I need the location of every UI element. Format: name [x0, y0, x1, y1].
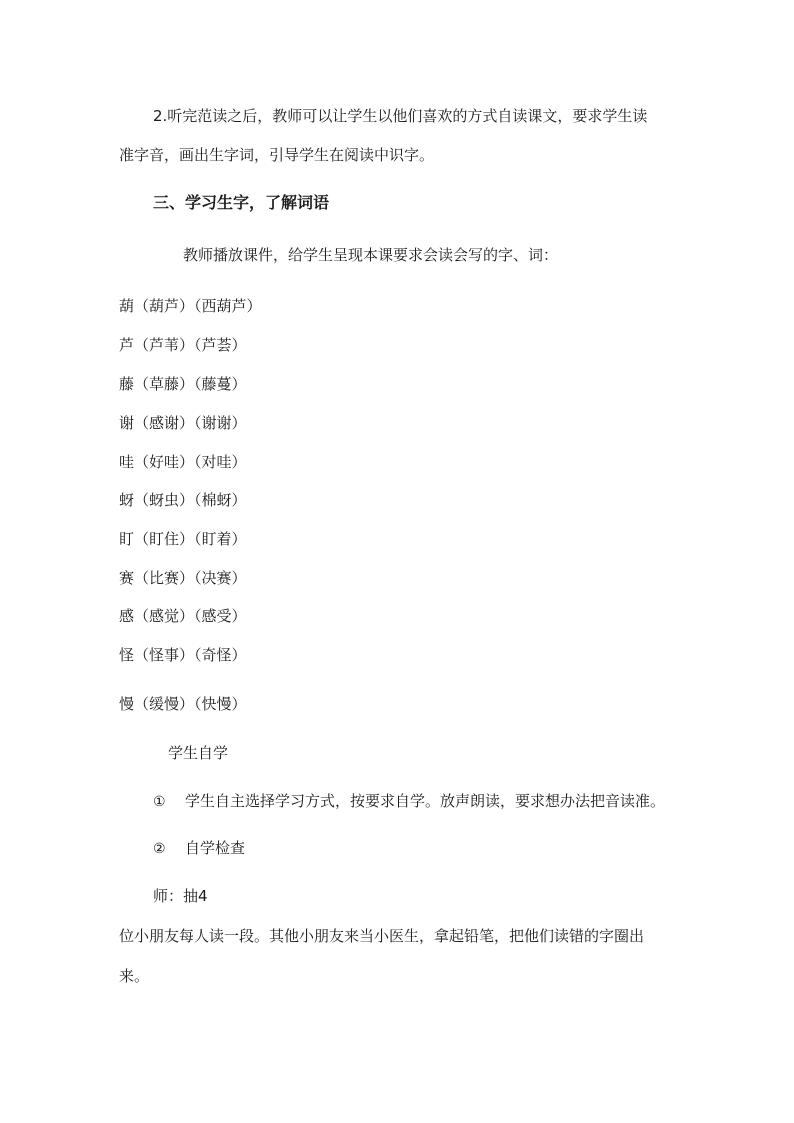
step-1-text: 学生自主选择学习方式，按要求自学。放声朗读，要求想办法把音读准。	[185, 792, 666, 810]
continuation-line-1: 位小朋友每人读一段。其他小朋友来当小医生，拿起铅笔，把他们读错的字圈出	[119, 927, 645, 945]
vocab-item: 慢（缓慢）（快慢）	[119, 695, 247, 713]
self-study-title: 学生自学	[168, 744, 229, 762]
vocab-item: 感（感觉）（感受）	[119, 607, 247, 625]
vocab-item: 怪（怪事）（奇怪）	[119, 646, 247, 664]
section-heading: 三、学习生字，了解词语	[153, 193, 330, 212]
vocab-item: 蚜（蚜虫）（棉蚜）	[119, 491, 247, 509]
vocab-item: 谢（感谢）（谢谢）	[119, 414, 247, 432]
intro-paragraph-line-2: 准字音，画出生字词，引导学生在阅读中识字。	[119, 146, 435, 164]
vocab-item: 葫（葫芦）（西葫芦）	[119, 297, 262, 315]
intro-paragraph-line-1: 2.听完范读之后，教师可以让学生以他们喜欢的方式自读课文，要求学生读	[153, 107, 648, 125]
self-study-step-2	[153, 838, 246, 859]
teacher-line: 师：抽4	[153, 887, 208, 905]
vocab-item: 哇（好哇）（对哇）	[119, 453, 247, 471]
vocab-item: 赛（比赛）（决赛）	[119, 569, 247, 587]
self-study-step-1	[153, 791, 666, 812]
step-1-marker: ①	[153, 794, 166, 810]
vocab-item: 盯（盯住）（盯着）	[119, 530, 247, 548]
vocab-item: 藤（草藤）（藤蔓）	[119, 375, 247, 393]
section-instruction: 教师播放课件，给学生呈现本课要求会读会写的字、词：	[183, 246, 559, 264]
step-2-marker: ②	[153, 841, 166, 857]
vocab-item: 芦（芦苇）（芦荟）	[119, 336, 247, 354]
continuation-line-2: 来。	[119, 967, 150, 985]
step-2-text: 自学检查	[185, 839, 246, 857]
